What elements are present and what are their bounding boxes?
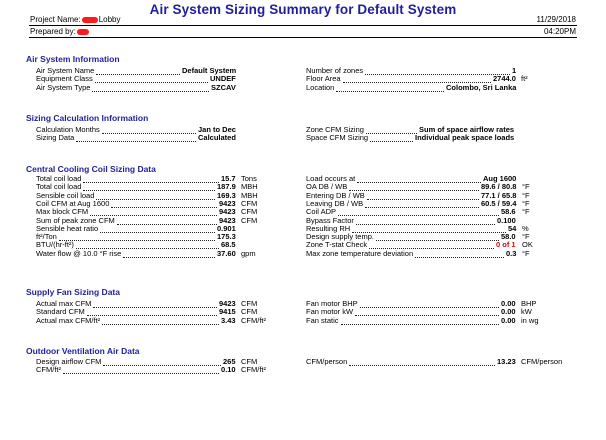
field-value: Default System xyxy=(182,66,237,75)
field-value: 3.43 xyxy=(221,315,236,325)
field-value: 0.100 xyxy=(497,215,516,225)
project-name-label: Project Name: xyxy=(30,15,81,24)
section-cooling-coil: Central Cooling Coil Sizing Data xyxy=(26,164,156,174)
field-unit: CFM/person xyxy=(521,357,563,366)
section-outdoor-vent: Outdoor Ventilation Air Data xyxy=(26,346,140,356)
field-label: Fan motor BHP xyxy=(306,299,358,308)
field-value: 37.60 xyxy=(217,248,236,258)
field-value: 187.9 xyxy=(217,182,236,192)
redaction-mark xyxy=(77,29,89,35)
field-value: 0 of 1 xyxy=(496,240,516,250)
field-value: 60.5 / 59.4 xyxy=(481,198,517,208)
field-value: 13.23 xyxy=(497,357,516,366)
field-unit: OK xyxy=(522,240,533,250)
data-row xyxy=(36,249,301,258)
field-unit: °F xyxy=(522,248,530,258)
field-value: 9423 xyxy=(219,198,236,208)
field-label: Leaving DB / WB xyxy=(306,198,364,208)
field-unit: kW xyxy=(521,307,532,317)
field-unit: Tons xyxy=(241,174,257,183)
field-label: Standard CFM xyxy=(36,307,85,317)
project-name-value: Lobby xyxy=(98,15,121,24)
field-label: Max zone temperature deviation xyxy=(306,248,414,258)
field-label: Sizing Data xyxy=(36,133,75,143)
report-datetime xyxy=(537,14,576,38)
field-label: Design supply temp. xyxy=(306,232,374,242)
field-unit: CFM xyxy=(241,207,258,217)
field-label: Coil ADP xyxy=(306,207,337,217)
prepared-by-label: Prepared by: xyxy=(30,27,76,36)
data-row xyxy=(306,133,579,142)
field-unit: CFM/ft² xyxy=(241,315,266,325)
redaction-mark xyxy=(82,17,98,23)
field-label: Sensible heat ratio xyxy=(36,223,99,233)
project-info xyxy=(30,14,120,38)
field-value: Individual peak space loads xyxy=(415,133,515,143)
field-label: Bypass Factor xyxy=(306,215,354,225)
field-value: 68.5 xyxy=(221,240,236,250)
field-unit: MBH xyxy=(241,190,258,200)
data-row xyxy=(306,357,581,366)
field-label: Sum of peak zone CFM xyxy=(36,215,115,225)
dotted-leader xyxy=(349,357,495,366)
field-value: Sum of space airflow rates xyxy=(419,125,515,134)
field-label: CFM/ft² xyxy=(36,365,61,375)
field-unit: CFM xyxy=(241,198,258,208)
field-label: CFM/person xyxy=(306,357,348,366)
section-supply-fan: Supply Fan Sizing Data xyxy=(26,287,120,297)
field-unit: CFM xyxy=(241,307,258,317)
field-value: 0.00 xyxy=(501,307,516,317)
field-label: Space CFM Sizing xyxy=(306,133,369,143)
field-value: 2744.0 xyxy=(493,74,516,84)
field-unit: % xyxy=(522,223,529,233)
field-label: Floor Area xyxy=(306,74,341,84)
dotted-leader xyxy=(76,133,196,142)
dotted-leader xyxy=(102,316,219,325)
field-value: SZCAV xyxy=(211,82,236,92)
field-label: Max block CFM xyxy=(36,207,89,217)
field-label: Actual max CFM/ft² xyxy=(36,315,101,325)
field-unit: CFM/ft² xyxy=(241,365,266,375)
field-label: Air System Name xyxy=(36,66,95,75)
field-value: 0.00 xyxy=(501,299,516,308)
field-value: 9423 xyxy=(219,207,236,217)
field-label: Sensible coil load xyxy=(36,190,95,200)
field-value: Calculated xyxy=(198,133,236,143)
field-label: ft²/Ton xyxy=(36,232,57,242)
dotted-leader xyxy=(415,249,504,258)
data-row xyxy=(36,365,301,374)
field-unit: BHP xyxy=(521,299,537,308)
field-label: Load occurs at xyxy=(306,174,356,183)
field-unit: CFM xyxy=(241,215,258,225)
field-value: 0.3 xyxy=(506,248,517,258)
field-label: Zone CFM Sizing xyxy=(306,125,364,134)
field-value: 9415 xyxy=(219,307,236,317)
field-unit: ft² xyxy=(521,74,528,84)
field-value: 15.7 xyxy=(221,174,236,183)
data-row xyxy=(306,316,581,325)
field-label: Fan static xyxy=(306,315,339,325)
field-value: Jan to Dec xyxy=(198,125,236,134)
field-label: Number of zones xyxy=(306,66,364,75)
field-label: Coil CFM at Aug 1600 xyxy=(36,198,110,208)
dotted-leader xyxy=(92,83,209,92)
field-label: Location xyxy=(306,82,335,92)
field-unit: CFM xyxy=(241,357,258,366)
field-value: 0.00 xyxy=(501,315,516,325)
field-unit: °F xyxy=(522,182,530,192)
field-value: 9423 xyxy=(219,215,236,225)
data-row xyxy=(306,249,582,258)
header-divider xyxy=(29,37,577,38)
field-value: Colombo, Sri Lanka xyxy=(446,82,517,92)
field-unit: °F xyxy=(522,232,530,242)
field-value: 58.6 xyxy=(501,207,516,217)
field-unit: °F xyxy=(522,207,530,217)
field-label: Entering DB / WB xyxy=(306,190,365,200)
section-sizing-calc: Sizing Calculation Information xyxy=(26,113,149,123)
data-row xyxy=(36,133,301,142)
data-row xyxy=(36,83,301,92)
field-label: Zone T-stat Check xyxy=(306,240,368,250)
field-label: Air System Type xyxy=(36,82,91,92)
field-unit: °F xyxy=(522,190,530,200)
field-label: Water flow @ 10.0 °F rise xyxy=(36,248,122,258)
dotted-leader xyxy=(123,249,215,258)
field-value: 0.10 xyxy=(221,365,236,375)
field-label: Total coil load xyxy=(36,174,82,183)
field-value: UNDEF xyxy=(210,74,236,84)
report-date: 11/29/2018 xyxy=(536,15,576,24)
field-unit: in wg xyxy=(521,315,539,325)
data-row xyxy=(36,316,301,325)
field-unit: °F xyxy=(522,198,530,208)
field-value: 265 xyxy=(223,357,236,366)
dotted-leader xyxy=(341,316,499,325)
field-label: Actual max CFM xyxy=(36,299,92,308)
field-label: Equipment Class xyxy=(36,74,93,84)
field-value: 58.0 xyxy=(501,232,516,242)
dotted-leader xyxy=(63,365,219,374)
field-label: BTU/(hr-ft²) xyxy=(36,240,74,250)
report-title: Air System Sizing Summary for Default System xyxy=(149,2,457,17)
field-label: Design airflow CFM xyxy=(36,357,102,366)
field-unit: MBH xyxy=(241,182,258,192)
field-label: Total coil load xyxy=(36,182,82,192)
field-value: 89.6 / 80.8 xyxy=(481,182,517,192)
field-label: Resulting RH xyxy=(306,223,351,233)
report-time: 04:20PM xyxy=(543,27,576,36)
field-value: 175.3 xyxy=(217,232,236,242)
field-value: 77.1 / 65.8 xyxy=(481,190,517,200)
dotted-leader xyxy=(336,83,444,92)
data-row xyxy=(306,83,581,92)
field-label: OA DB / WB xyxy=(306,182,348,192)
field-label: Fan motor kW xyxy=(306,307,354,317)
dotted-leader xyxy=(370,133,413,142)
field-unit: CFM xyxy=(241,299,258,308)
field-value: 9423 xyxy=(219,299,236,308)
field-value: Aug 1600 xyxy=(483,174,517,183)
header-divider xyxy=(29,25,577,26)
field-value: 54 xyxy=(508,223,517,233)
field-label: Calculation Months xyxy=(36,125,100,134)
field-value: 1 xyxy=(512,66,517,75)
field-value: 0.901 xyxy=(217,223,236,233)
field-value: 169.3 xyxy=(217,190,236,200)
section-air-system-info: Air System Information xyxy=(26,54,120,64)
field-unit: gpm xyxy=(241,248,256,258)
